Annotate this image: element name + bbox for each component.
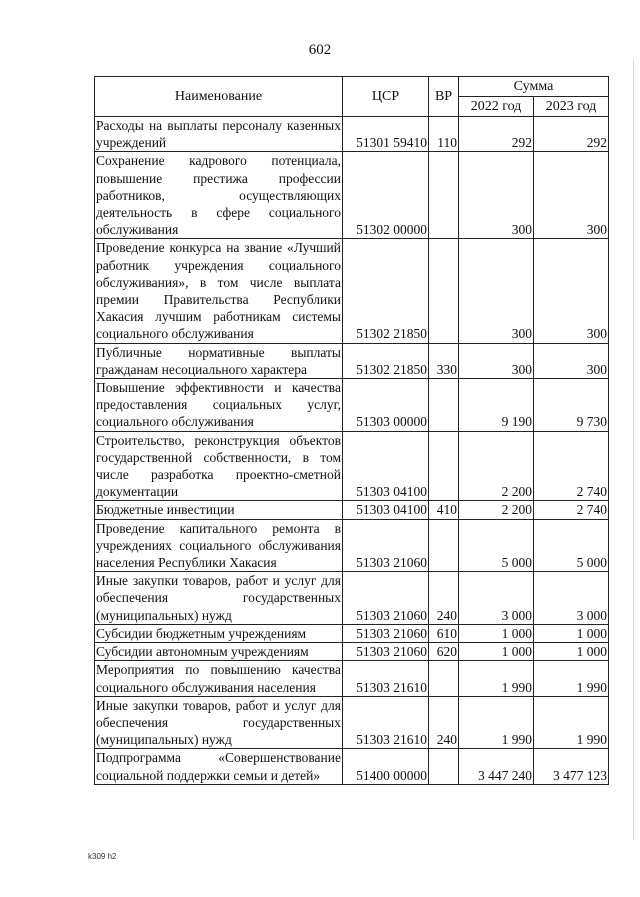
row-csr-cell: 51303 21060	[343, 519, 429, 572]
table-row	[95, 501, 609, 519]
row-name-cell: Субсидии автономным учреждениям	[95, 643, 343, 661]
table-row	[95, 661, 609, 696]
row-sum-2023-cell: 2 740	[534, 431, 609, 501]
row-name-cell: Сохранение кадрового потенциала, повышение престижа профессии работников, осуществляющих деятельность в сфере социального обслуживания	[96, 153, 341, 238]
table-row	[95, 624, 609, 642]
header-csr: ЦСР	[343, 77, 429, 117]
row-name-cell: Расходы на выплаты персоналу казенных учреждений	[96, 118, 341, 151]
row-name-cell: Проведение конкурса на звание «Лучший работник учреждения социального обслуживания», в том числе выплата премии Правительства Республики Хакасия лучшим работникам системы социального обслуживания	[96, 240, 341, 342]
page-number: 602	[308, 42, 332, 58]
table-row	[95, 117, 609, 152]
footer-code: k309 h2	[88, 852, 117, 861]
header-sum: Сумма	[459, 77, 609, 97]
row-name-cell: Проведение капитального ремонта в учреждениях социального обслуживания населения Республики Хакасия	[96, 520, 341, 571]
row-name-cell: Мероприятия по повышению качества социального обслуживания населения	[96, 662, 341, 695]
row-sum-2022-cell: 2 200	[459, 431, 534, 501]
row-sum-2023-cell: 1 000	[534, 624, 609, 642]
row-csr-cell: 51303 21610	[343, 661, 429, 696]
row-vr-cell: 410	[429, 501, 459, 519]
row-csr-cell: 51400 00000	[343, 749, 429, 784]
row-csr-cell: 51303 04100	[343, 501, 429, 519]
row-sum-2022-cell: 9 190	[459, 379, 534, 432]
row-name-cell: Публичные нормативные выплаты гражданам несоциального характера	[96, 344, 341, 377]
row-sum-2022-cell: 300	[459, 152, 534, 239]
row-sum-2023-cell: 292	[534, 117, 609, 152]
header-year-2022: 2022 год	[459, 97, 534, 117]
row-sum-2023-cell: 300	[534, 152, 609, 239]
row-sum-2022-cell: 1 000	[459, 643, 534, 661]
row-vr-cell: 110	[429, 117, 459, 152]
scan-edge-line	[633, 60, 634, 840]
table-row	[95, 749, 609, 784]
table-row	[95, 379, 609, 432]
table-row	[95, 643, 609, 661]
row-sum-2023-cell: 3 477 123	[534, 749, 609, 784]
row-sum-2022-cell: 3 000	[459, 572, 534, 625]
row-vr-cell	[429, 749, 459, 784]
row-sum-2022-cell: 1 000	[459, 624, 534, 642]
row-csr-cell: 51302 21850	[343, 239, 429, 343]
row-sum-2022-cell: 1 990	[459, 696, 534, 749]
row-sum-2022-cell: 5 000	[459, 519, 534, 572]
row-csr-cell: 51301 59410	[343, 117, 429, 152]
row-csr-cell: 51303 21610	[343, 696, 429, 749]
row-name-cell: Повышение эффективности и качества предоставления социальных услуг, социального обслуживания	[96, 380, 341, 430]
row-name-cell: Иные закупки товаров, работ и услуг для обеспечения государственных (муниципальных) нужд	[96, 573, 341, 623]
table-row	[95, 696, 609, 749]
row-vr-cell	[429, 661, 459, 696]
row-vr-cell: 240	[429, 572, 459, 625]
row-name-cell: Подпрограмма «Совершенствование социальной поддержки семьи и детей»	[96, 750, 341, 783]
row-vr-cell	[429, 152, 459, 239]
row-sum-2023-cell: 1 990	[534, 661, 609, 696]
row-sum-2022-cell: 2 200	[459, 501, 534, 519]
row-sum-2023-cell: 5 000	[534, 519, 609, 572]
row-vr-cell	[429, 379, 459, 432]
row-csr-cell: 51302 21850	[343, 343, 429, 378]
row-sum-2022-cell: 292	[459, 117, 534, 152]
budget-table	[94, 76, 609, 785]
table-body	[95, 117, 609, 785]
row-vr-cell: 240	[429, 696, 459, 749]
row-name-cell: Строительство, реконструкция объектов государственной собственности, в том числе разработка проектно-сметной документации	[96, 432, 341, 500]
table-row	[95, 152, 609, 239]
row-csr-cell: 51303 21060	[343, 643, 429, 661]
row-sum-2023-cell: 3 000	[534, 572, 609, 625]
row-sum-2023-cell: 1 000	[534, 643, 609, 661]
row-csr-cell: 51303 21060	[343, 572, 429, 625]
table-row	[95, 343, 609, 378]
row-sum-2022-cell: 300	[459, 343, 534, 378]
header-name: Наименование	[95, 77, 343, 117]
row-vr-cell	[429, 519, 459, 572]
row-name-cell: Субсидии бюджетным учреждениям	[95, 624, 343, 642]
row-vr-cell	[429, 239, 459, 343]
table-row	[95, 572, 609, 625]
row-csr-cell: 51303 00000	[343, 379, 429, 432]
row-sum-2023-cell: 1 990	[534, 696, 609, 749]
row-sum-2023-cell: 300	[534, 343, 609, 378]
row-sum-2023-cell: 300	[534, 239, 609, 343]
row-sum-2022-cell: 1 990	[459, 661, 534, 696]
row-sum-2023-cell: 2 740	[534, 501, 609, 519]
row-sum-2022-cell: 3 447 240	[459, 749, 534, 784]
row-vr-cell: 330	[429, 343, 459, 378]
header-row	[95, 77, 609, 97]
row-vr-cell	[429, 431, 459, 501]
row-vr-cell: 610	[429, 624, 459, 642]
row-name-cell: Иные закупки товаров, работ и услуг для обеспечения государственных (муниципальных) нужд	[96, 697, 341, 748]
header-vr: ВР	[429, 77, 459, 117]
row-csr-cell: 51302 00000	[343, 152, 429, 239]
row-name-cell: Бюджетные инвестиции	[95, 501, 343, 519]
table-row	[95, 239, 609, 343]
table-row	[95, 431, 609, 501]
row-vr-cell: 620	[429, 643, 459, 661]
row-csr-cell: 51303 21060	[343, 624, 429, 642]
row-sum-2023-cell: 9 730	[534, 379, 609, 432]
table-row	[95, 519, 609, 572]
header-year-2023: 2023 год	[534, 97, 609, 117]
row-sum-2022-cell: 300	[459, 239, 534, 343]
row-csr-cell: 51303 04100	[343, 431, 429, 501]
